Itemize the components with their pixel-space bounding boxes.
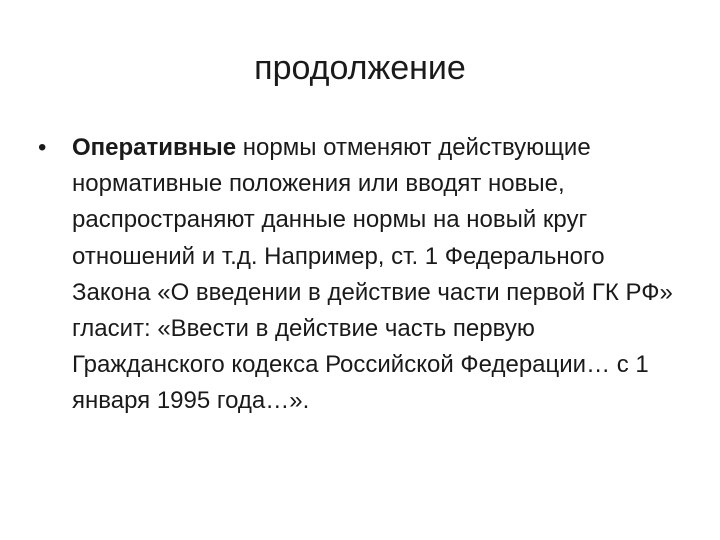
bullet-term: Оперативные: [72, 134, 237, 161]
bullet-list: [38, 130, 678, 420]
bullet-dot-icon: •: [38, 134, 47, 161]
slide-title: продолжение: [254, 49, 466, 87]
bullet-item: [38, 130, 678, 420]
bullet-text: нормы отменяют действующие нормативные положения или вводят новые, распространяют данные нормы на новый круг отношений и т.д. Например, ст. 1 Федерального Закона «О введении в действие части первой ГК РФ» гласит: «Ввести в действие часть первую Гражданского кодекса Российской Федерации… с 1 января 1995 года…».: [72, 134, 673, 415]
